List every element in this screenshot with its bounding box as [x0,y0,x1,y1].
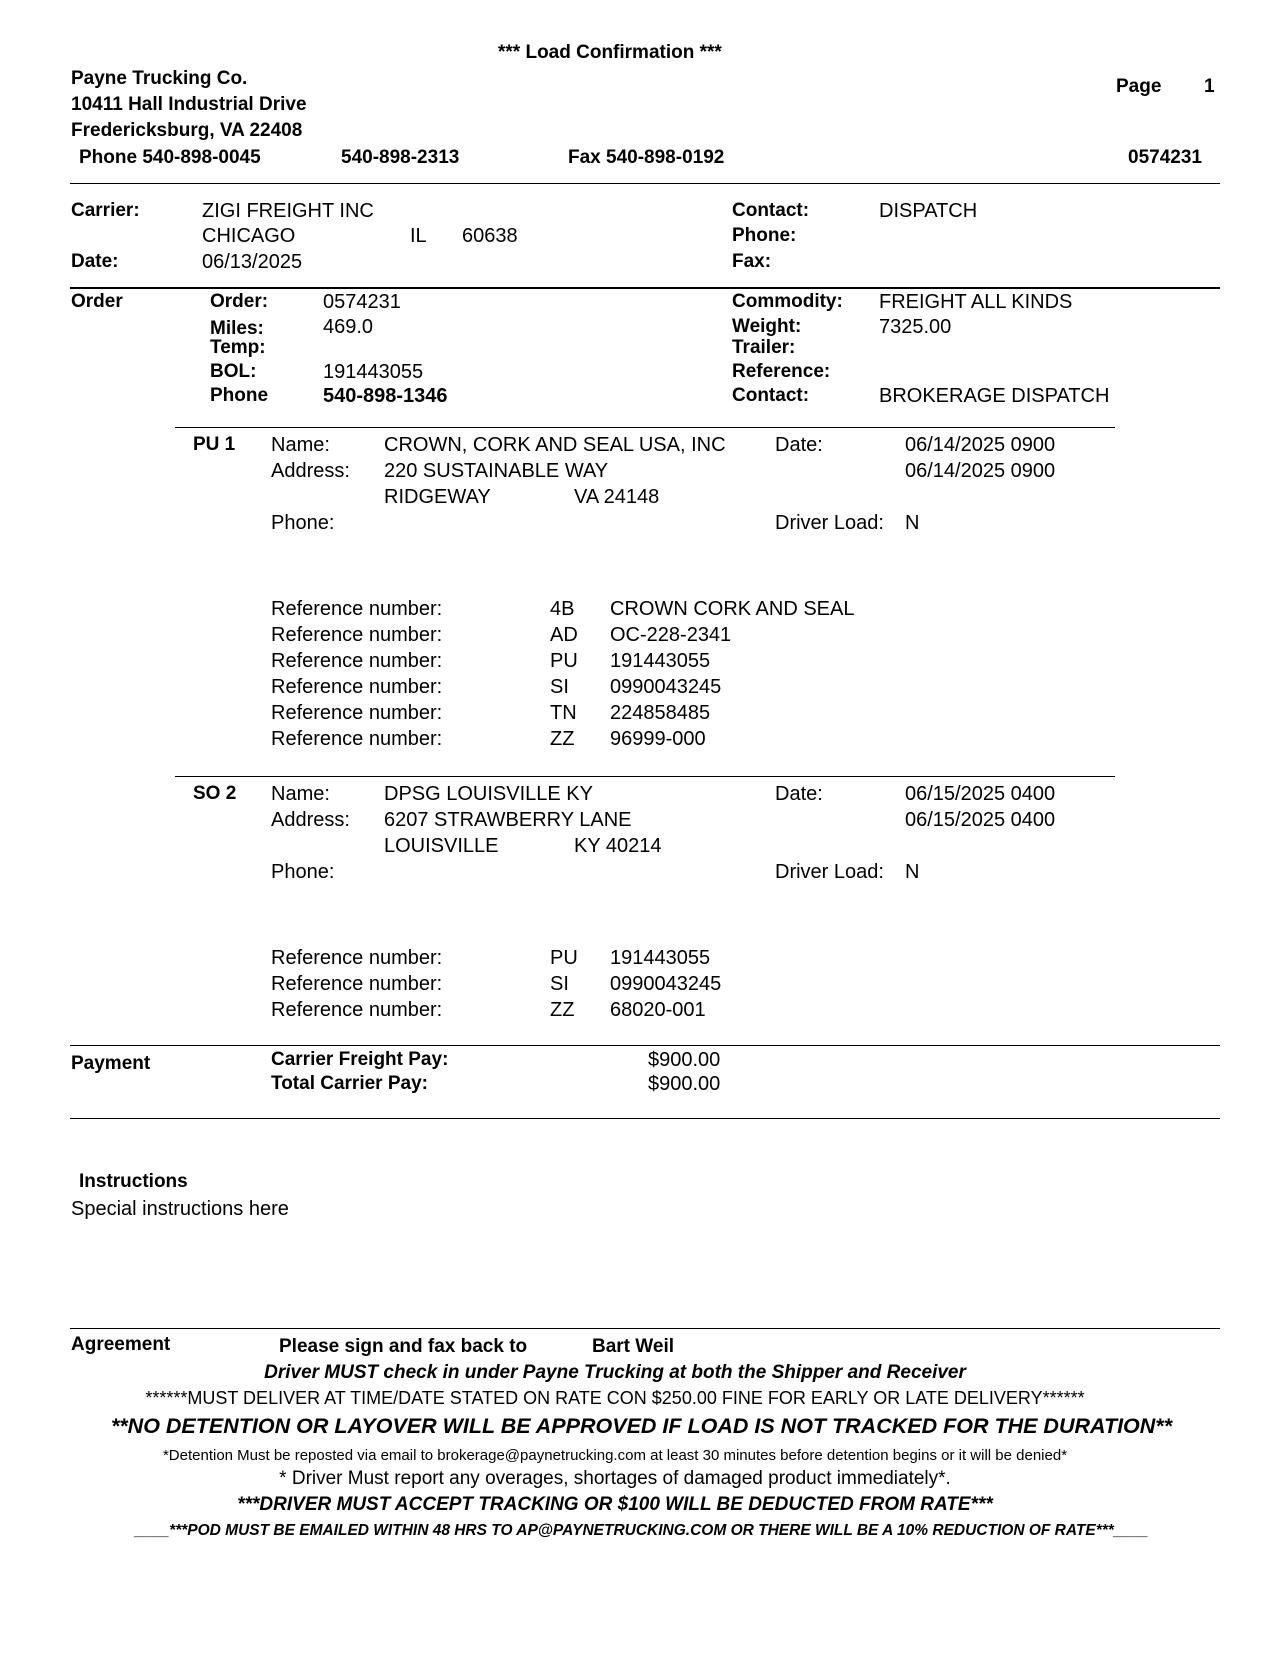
company-fax: Fax 540-898-0192 [568,147,725,168]
bol-value: 191443055 [323,361,424,383]
commodity-value: FREIGHT ALL KINDS [879,291,1073,313]
header-divider [70,183,1220,184]
reference-code: 4B [550,598,575,620]
agreement-detention-email-notice: *Detention Must be reposted via email to brokerage@paynetrucking.com at least 30 minutes before detention begins or it will be denied* [162,1447,1068,1464]
carrier-fax-label: Fax: [732,251,772,272]
stop-address: 6207 STRAWBERRY LANE [384,809,632,831]
stop-state-zip: VA 24148 [574,486,660,508]
page-label: Page [1116,76,1162,97]
driver-load-label: Driver Load: [775,512,884,534]
order-phone: 540-898-1346 [323,385,448,407]
sign-name: Bart Weil [592,1336,675,1357]
payment-section-label: Payment [71,1053,151,1074]
company-phone-2: 540-898-2313 [341,147,460,168]
agreement-pod-notice: ____***POD MUST BE EMAILED WITHIN 48 HRS TO AP@PAYNETRUCKING.COM OR THERE WILL BE A 10% REDUCTION OF RATE***____ [134,1522,1149,1539]
driver-load-value: N [905,861,920,883]
reference-value: 191443055 [610,650,711,672]
stop-2-divider [175,776,1115,777]
company-address-line2: Fredericksburg, VA 22408 [71,120,303,141]
reference-value: 224858485 [610,702,711,724]
miles-value: 469.0 [323,316,374,338]
agreement-label: Agreement [71,1334,171,1355]
reference-value: CROWN CORK AND SEAL [610,598,855,620]
stop-code: SO 2 [193,783,237,804]
order-number: 0574231 [323,291,401,313]
reference-value: 68020-001 [610,999,706,1021]
stop-date-1: 06/15/2025 0400 [905,783,1056,805]
company-phone: Phone 540-898-0045 [79,147,261,168]
reference-code: SI [550,676,569,698]
reference-code: ZZ [550,999,575,1021]
sign-instruction: Please sign and fax back to [279,1336,528,1357]
stop-name: DPSG LOUISVILLE KY [384,783,593,805]
order-section-label: Order [71,291,123,312]
agreement-divider [70,1328,1220,1329]
reference-value: OC-228-2341 [610,624,732,646]
bol-label: BOL: [210,361,257,382]
reference-code: ZZ [550,728,575,750]
stop-date-1: 06/14/2025 0900 [905,434,1056,456]
carrier-date: 06/13/2025 [202,251,303,273]
reference-value: 0990043245 [610,973,722,995]
instructions-label: Instructions [79,1171,188,1192]
carrier-contact: DISPATCH [879,200,978,222]
payment-divider [70,1045,1220,1046]
page-number: 1 [1204,76,1215,97]
date-label: Date: [71,251,119,272]
instructions-divider [70,1118,1220,1119]
carrier-name: ZIGI FREIGHT INC [202,200,374,222]
carrier-phone-label: Phone: [732,225,797,246]
stop-phone-label: Phone: [271,861,335,883]
freight-pay-label: Carrier Freight Pay: [271,1049,449,1070]
agreement-overage-notice: * Driver Must report any overages, shortages of damaged product immediately*. [279,1468,951,1489]
trailer-label: Trailer: [732,337,796,358]
carrier-zip: 60638 [462,225,518,247]
stop-phone-label: Phone: [271,512,335,534]
order-contact: BROKERAGE DISPATCH [879,385,1110,407]
agreement-tracking-notice: ***DRIVER MUST ACCEPT TRACKING OR $100 WILL BE DEDUCTED FROM RATE*** [237,1494,993,1515]
order-contact-label: Contact: [732,385,810,406]
reference-label: Reference number: [271,624,443,646]
reference-value: 96999-000 [610,728,706,750]
reference-label: Reference number: [271,947,443,969]
stop-city: RIDGEWAY [384,486,491,508]
carrier-label: Carrier: [71,200,140,221]
reference-label: Reference number: [271,728,443,750]
reference-label: Reference number: [271,650,443,672]
stop-state-zip: KY 40214 [574,835,662,857]
reference-label: Reference number: [271,973,443,995]
stop-name: CROWN, CORK AND SEAL USA, INC [384,434,726,456]
agreement-detention-notice: **NO DETENTION OR LAYOVER WILL BE APPROVED IF LOAD IS NOT TRACKED FOR THE DURATION** [110,1414,1173,1438]
reference-code: TN [550,702,577,724]
stop-address-label: Address: [271,809,350,831]
order-divider [70,287,1220,289]
stop-code: PU 1 [193,434,236,455]
reference-label: Reference number: [271,676,443,698]
weight-value: 7325.00 [879,316,952,338]
stop-address-label: Address: [271,460,350,482]
reference-code: AD [550,624,578,646]
stop-city: LOUISVILLE [384,835,499,857]
stop-date-2: 06/14/2025 0900 [905,460,1056,482]
document-title: *** Load Confirmation *** [498,42,722,63]
weight-label: Weight: [732,316,802,337]
order-phone-label: Phone [210,385,269,406]
order-label: Order: [210,291,269,312]
carrier-state: IL [410,225,427,247]
stop-name-label: Name: [271,783,330,805]
temp-label: Temp: [210,337,266,358]
header-order-number: 0574231 [1128,147,1202,168]
stop-address: 220 SUSTAINABLE WAY [384,460,609,482]
stop-date-label: Date: [775,434,823,456]
reference-label: Reference number: [271,999,443,1021]
reference-value: 191443055 [610,947,711,969]
reference-label: Reference number: [271,702,443,724]
agreement-checkin-notice: Driver MUST check in under Payne Trucking at both the Shipper and Receiver [264,1362,966,1383]
instructions-text: Special instructions here [71,1198,289,1220]
reference-code: SI [550,973,569,995]
miles-label: Miles: [210,318,264,339]
stop-1-divider [175,427,1115,428]
freight-pay-value: $900.00 [648,1049,721,1071]
driver-load-value: N [905,512,920,534]
reference-label: Reference number: [271,598,443,620]
reference-code: PU [550,947,578,969]
stop-date-label: Date: [775,783,823,805]
total-pay-value: $900.00 [648,1073,721,1095]
reference-label: Reference: [732,361,831,382]
reference-code: PU [550,650,578,672]
company-address-line1: 10411 Hall Industrial Drive [71,94,307,115]
total-pay-label: Total Carrier Pay: [271,1073,428,1094]
agreement-delivery-notice: ******MUST DELIVER AT TIME/DATE STATED ON RATE CON $250.00 FINE FOR EARLY OR LATE DELIVERY****** [145,1388,1085,1408]
reference-value: 0990043245 [610,676,722,698]
driver-load-label: Driver Load: [775,861,884,883]
contact-label: Contact: [732,200,810,221]
stop-name-label: Name: [271,434,330,456]
carrier-city: CHICAGO [202,225,296,247]
commodity-label: Commodity: [732,291,843,312]
stop-date-2: 06/15/2025 0400 [905,809,1056,831]
company-name: Payne Trucking Co. [71,68,248,89]
